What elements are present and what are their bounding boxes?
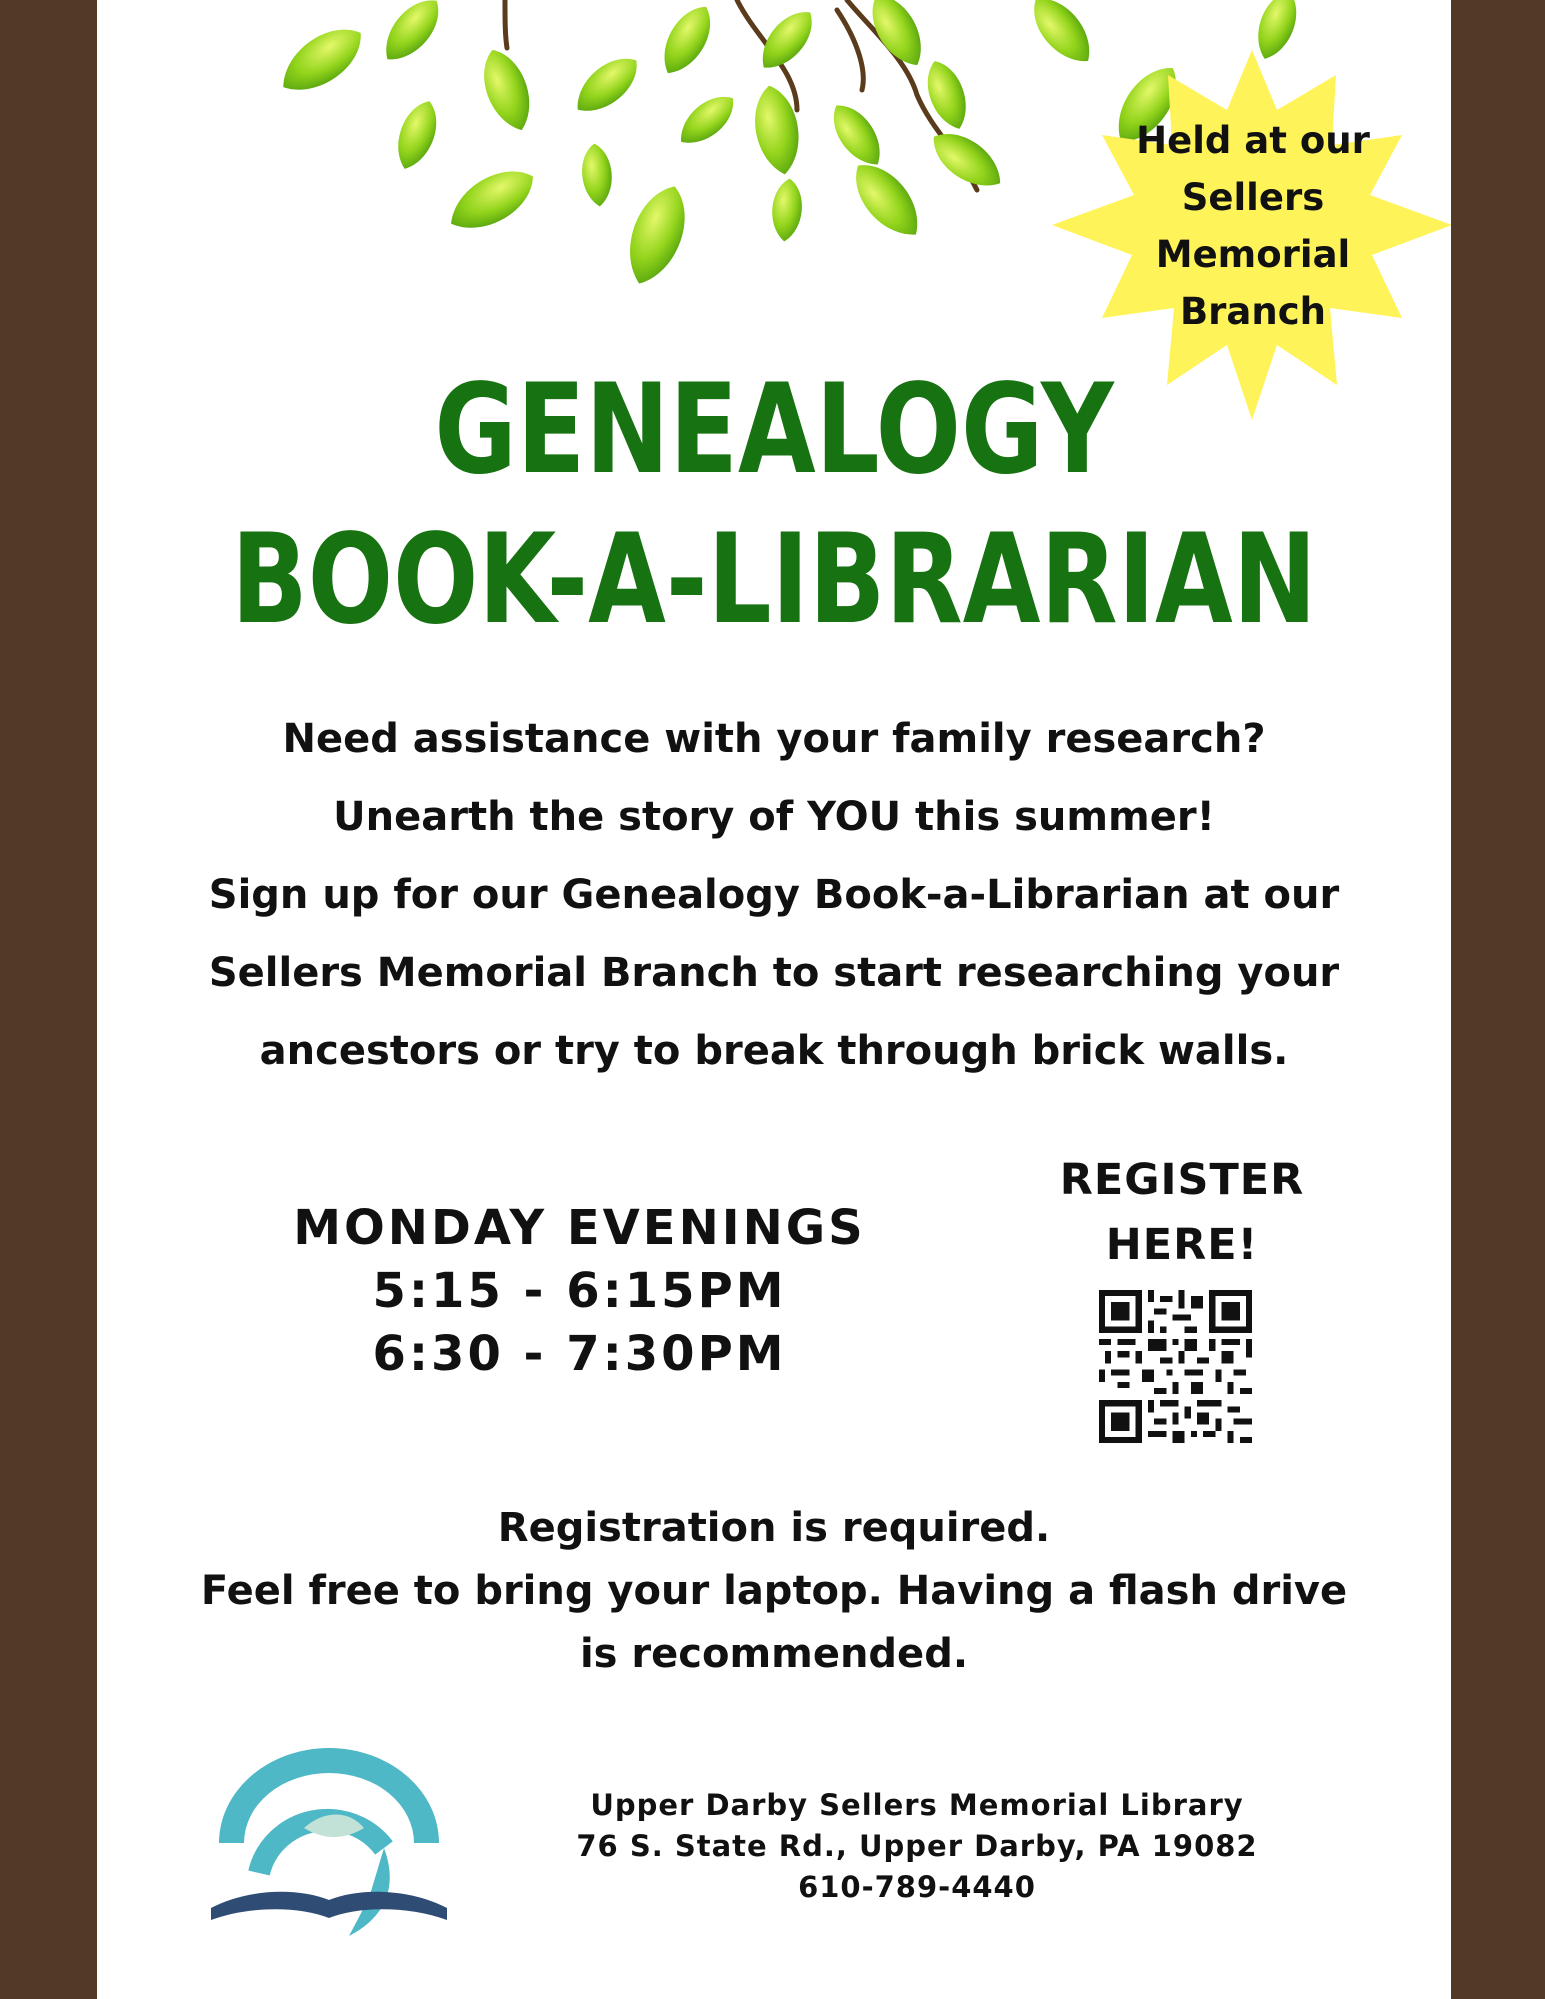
starburst-text: [1132, 112, 1374, 340]
intro-line: Need assistance with your family research?: [282, 716, 1266, 762]
schedule-slot: 6:30 - 7:30PM: [372, 1326, 787, 1382]
library-phone[interactable]: 610-789-4440: [798, 1870, 1036, 1904]
intro-line: ancestors or try to break through brick walls.: [259, 1028, 1289, 1074]
intro-paragraph: [137, 700, 1411, 1090]
title-book-a-librarian: BOOK-A-LIBRARIAN: [231, 508, 1317, 652]
qr-code-icon[interactable]: [1099, 1290, 1252, 1443]
library-address: 76 S. State Rd., Upper Darby, PA 19082: [576, 1829, 1258, 1863]
title-genealogy: GENEALOGY: [434, 358, 1114, 502]
badge-line: Memorial: [1155, 233, 1351, 276]
schedule-day: MONDAY EVENINGS: [293, 1200, 866, 1256]
schedule-block: [267, 1197, 892, 1386]
register-line: HERE!: [1105, 1220, 1259, 1270]
notes-line: is recommended.: [579, 1631, 969, 1677]
notes-line: Registration is required.: [497, 1505, 1051, 1551]
flyer-page: [97, 0, 1451, 1999]
intro-line: Unearth the story of YOU this summer!: [333, 794, 1215, 840]
library-book-logo-icon: [209, 1748, 449, 1938]
intro-line: Sign up for our Genealogy Book-a-Librarian at our: [208, 872, 1340, 918]
register-heading: [1032, 1148, 1332, 1278]
intro-line: Sellers Memorial Branch to start researching your: [208, 950, 1340, 996]
badge-line: Branch: [1179, 290, 1327, 333]
register-line: REGISTER: [1059, 1155, 1305, 1205]
library-contact: [557, 1785, 1277, 1908]
notes-paragraph: [137, 1497, 1411, 1686]
notes-line: Feel free to bring your laptop. Having a flash drive: [200, 1568, 1348, 1614]
schedule-slot: 5:15 - 6:15PM: [372, 1263, 787, 1319]
badge-line: Held at our: [1136, 119, 1370, 162]
library-name: Upper Darby Sellers Memorial Library: [590, 1788, 1244, 1822]
badge-line: Sellers: [1181, 176, 1325, 219]
